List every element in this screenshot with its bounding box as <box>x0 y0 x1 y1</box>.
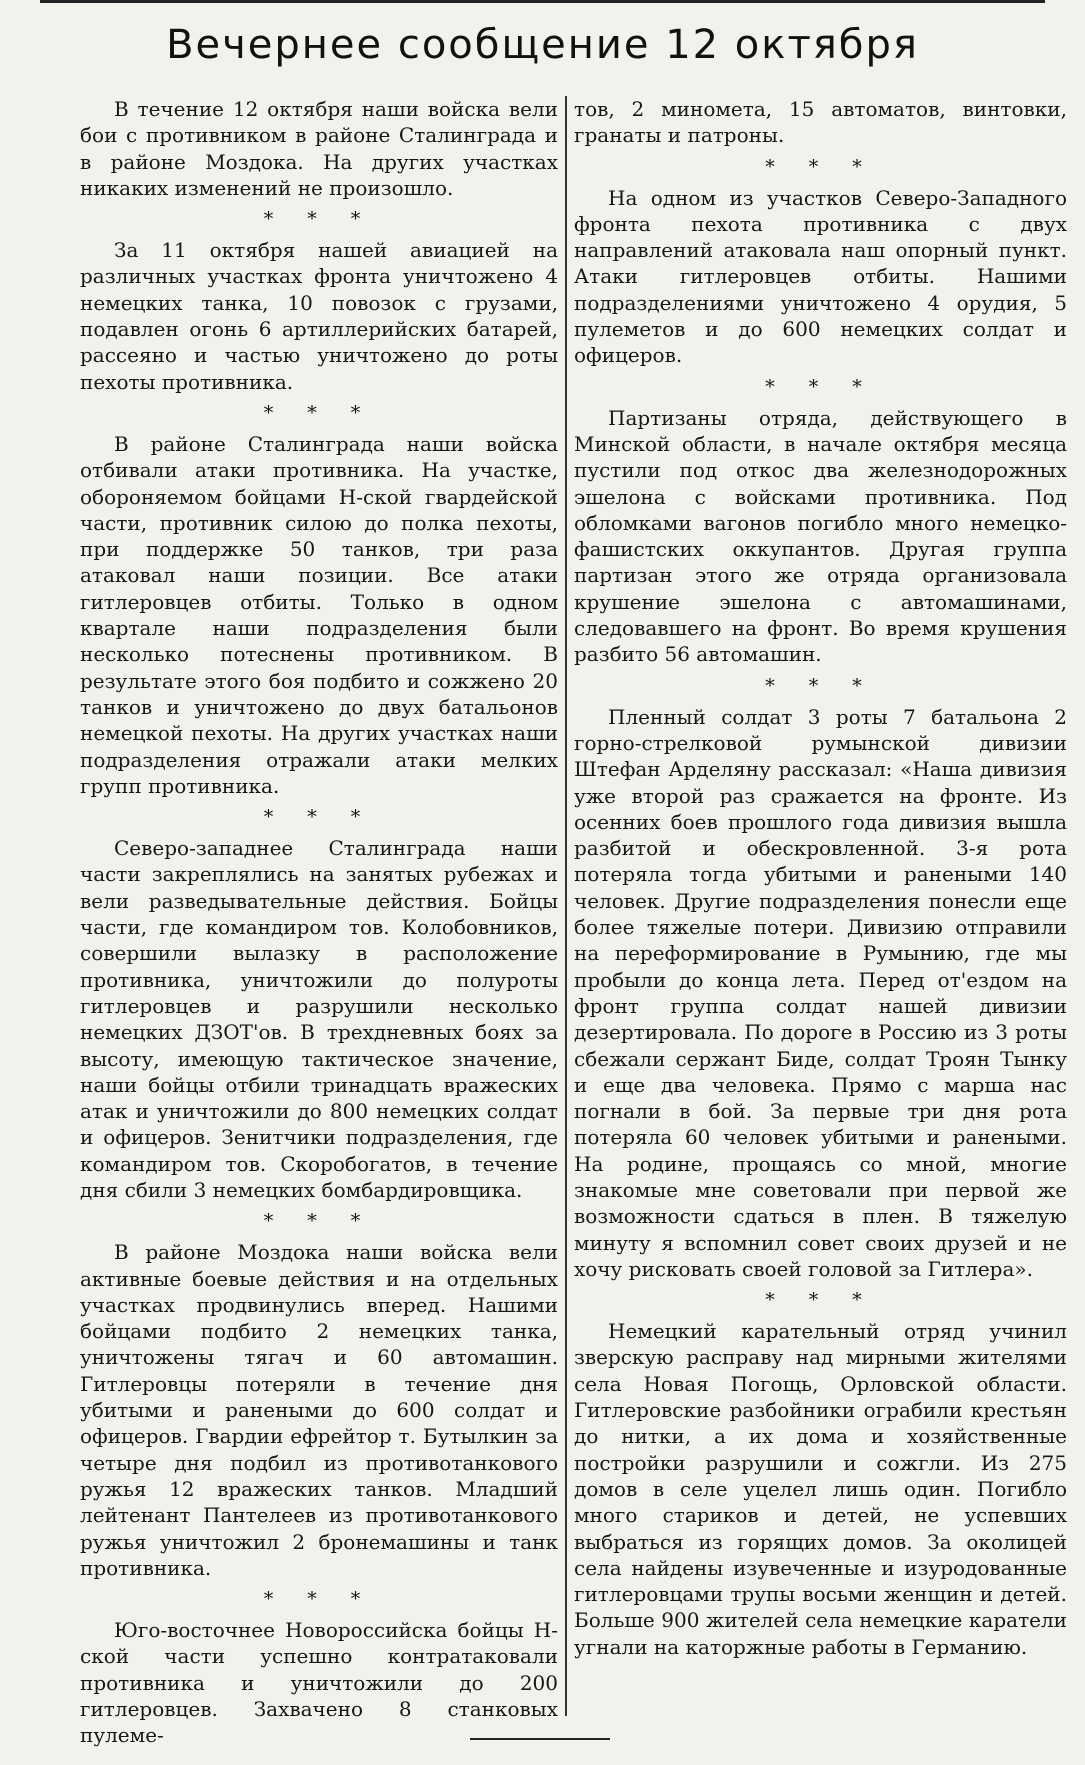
paragraph: Партизаны отряда, действующего в Минской области, в начале октября месяца пустили под откос два железнодорожных эшелона с войсками противника. Под обломками вагонов погибло много немецко-фашистских оккупантов. Другая группа партизан этого же отряда организовала крушение эшелона с автомашинами, следовавшего на фронт. Во время крушения разбито 56 автомашин. <box>574 405 1067 667</box>
paragraph: Северо-западнее Сталинграда наши части закреплялись на занятых рубежах и вели разведывательные действия. Бойцы части, где командиром тов. Колобовников, совершили вылазку в расположение противника, уничтожили до полуроты гитлеровцев и разрушили несколько немецких ДЗОТ'ов. В трехдневных боях за высоту, имеющую тактическое значение, наши бойцы отбили тринадцать вражеских атак и уничтожили до 800 немецких солдат и офицеров. Зенитчики подразделения, где командиром тов. Скоробогатов, в течение дня сбили 3 немецких бомбардировщика. <box>80 836 558 1202</box>
separator: * * * <box>765 674 876 697</box>
column-divider <box>565 96 567 1716</box>
paragraph: В районе Сталинграда наши войска отбивали атаки противника. На участке, обороняемом бойцами Н-ской гвардейской части, противник силою до полка пехоты, при поддержке 50 танков, три раза атаковал наши позиции. Все атаки гитлеровцев отбиты. Только в одном квартале наши подразделения были несколько потеснены противником. В результате этого боя подбито и сожжено 20 танков и уничтожено до двух батальонов немецкой пехоты. На других участках наши подразделения отражали атаки мелких групп противника. <box>80 431 558 798</box>
paragraph: В течение 12 октября наши войска вели бои с противником в районе Сталинграда и в районе Моздока. На других участках никаких изменений не произошло. <box>80 97 558 200</box>
separator: * * * <box>765 1289 876 1312</box>
paragraph: На одном из участков Северо-Западного фронта пехота противника с двух направлений атаковала наш опорный пункт. Атаки гитлеровцев отбиты. Нашими подразделениями уничтожено 4 орудия, 5 пулеметов и до 600 немецких солдат и офицеров. <box>574 185 1067 368</box>
separator: * * * <box>263 1210 375 1233</box>
right-column <box>574 96 1067 1660</box>
top-rule <box>40 0 1045 3</box>
separator: * * * <box>263 1588 375 1611</box>
paragraph: Пленный солдат 3 роты 7 батальона 2 горно-стрелковой румынской дивизии Штефан Арделяну рассказал: «Наша дивизия уже второй раз сражается на фронте. Из осенних боев прошлого года дивизия вышла разбитой и обескровленной. 3-я рота потеряла тогда убитыми и ранеными 140 человек. Другие подразделения понесли еще более тяжелые потери. Дивизию отправили на переформирование в Румынию, где мы пробыли до конца лета. Перед от'ездом на фронт группа солдат нашей дивизии дезертировала. По дороге в Россию из 3 роты сбежали сержант Биде, солдат Троян Тынку и еще два человека. Прямо с марша нас погнали в бой. За первые три дня рота потеряла 60 человек убитыми и ранеными. На родине, прощаясь со мной, многие знакомые мне советовали при первой же возможности сдаться в плен. В тяжелую минуту я вспомнил совет своих друзей и не хочу рисковать своей головой за Гитлера». <box>574 704 1067 1281</box>
paragraph: Юго-восточнее Новороссийска бойцы Н-ской части успешно контратаковали противника и уничтожили до 200 гитлеровцев. Захвачено 8 станковых пулеме- <box>80 1618 558 1748</box>
paragraph: За 11 октября нашей авиацией на различных участках фронта уничтожено 4 немецких танка, 10 повозок с грузами, подавлен огонь 6 артиллерийских батарей, рассеяно и частью уничтожено до роты пехоты противника. <box>80 238 558 394</box>
page-title: Вечернее сообщение 12 октября <box>166 22 919 68</box>
separator: * * * <box>263 208 375 231</box>
separator: * * * <box>263 806 375 829</box>
paragraph: тов, 2 миномета, 15 автоматов, винтовки, гранаты и патроны. <box>574 97 1067 148</box>
separator: * * * <box>765 155 876 178</box>
paragraph: Немецкий карательный отряд учинил зверскую расправу над мирными жителями села Новая Погощь, Орловской области. Гитлеровские разбойники ограбили крестьян до нитки, а их дома и хозяйственные постройки разрушили и сожгли. Из 275 домов в селе уцелел лишь один. Погибло много стариков и детей, не успевших выбраться из горящих домов. За околицей села найдены изувеченные и изуродованные гитлеровцами трупы восьми женщин и детей. Больше 900 жителей села немецкие каратели угнали на каторжные работы в Германию. <box>574 1319 1067 1659</box>
separator: * * * <box>765 375 876 398</box>
bottom-rule <box>470 1738 610 1740</box>
paragraph: В районе Моздока наши войска вели активные боевые действия и на отдельных участках продвинулись вперед. Нашими бойцами подбито 2 немецких танка, уничтожены тягач и 60 автомашин. Гитлеровцы потеряли в течение дня убитыми и ранеными до 600 солдат и офицеров. Гвардии ефрейтор т. Бутылкин за четыре дня подбил из противотанкового ружья 12 вражеских танков. Младший лейтенант Пантелеев из противотанкового ружья уничтожил 2 бронемашины и танк противника. <box>80 1240 558 1580</box>
separator: * * * <box>263 401 375 424</box>
left-column <box>80 96 558 1749</box>
